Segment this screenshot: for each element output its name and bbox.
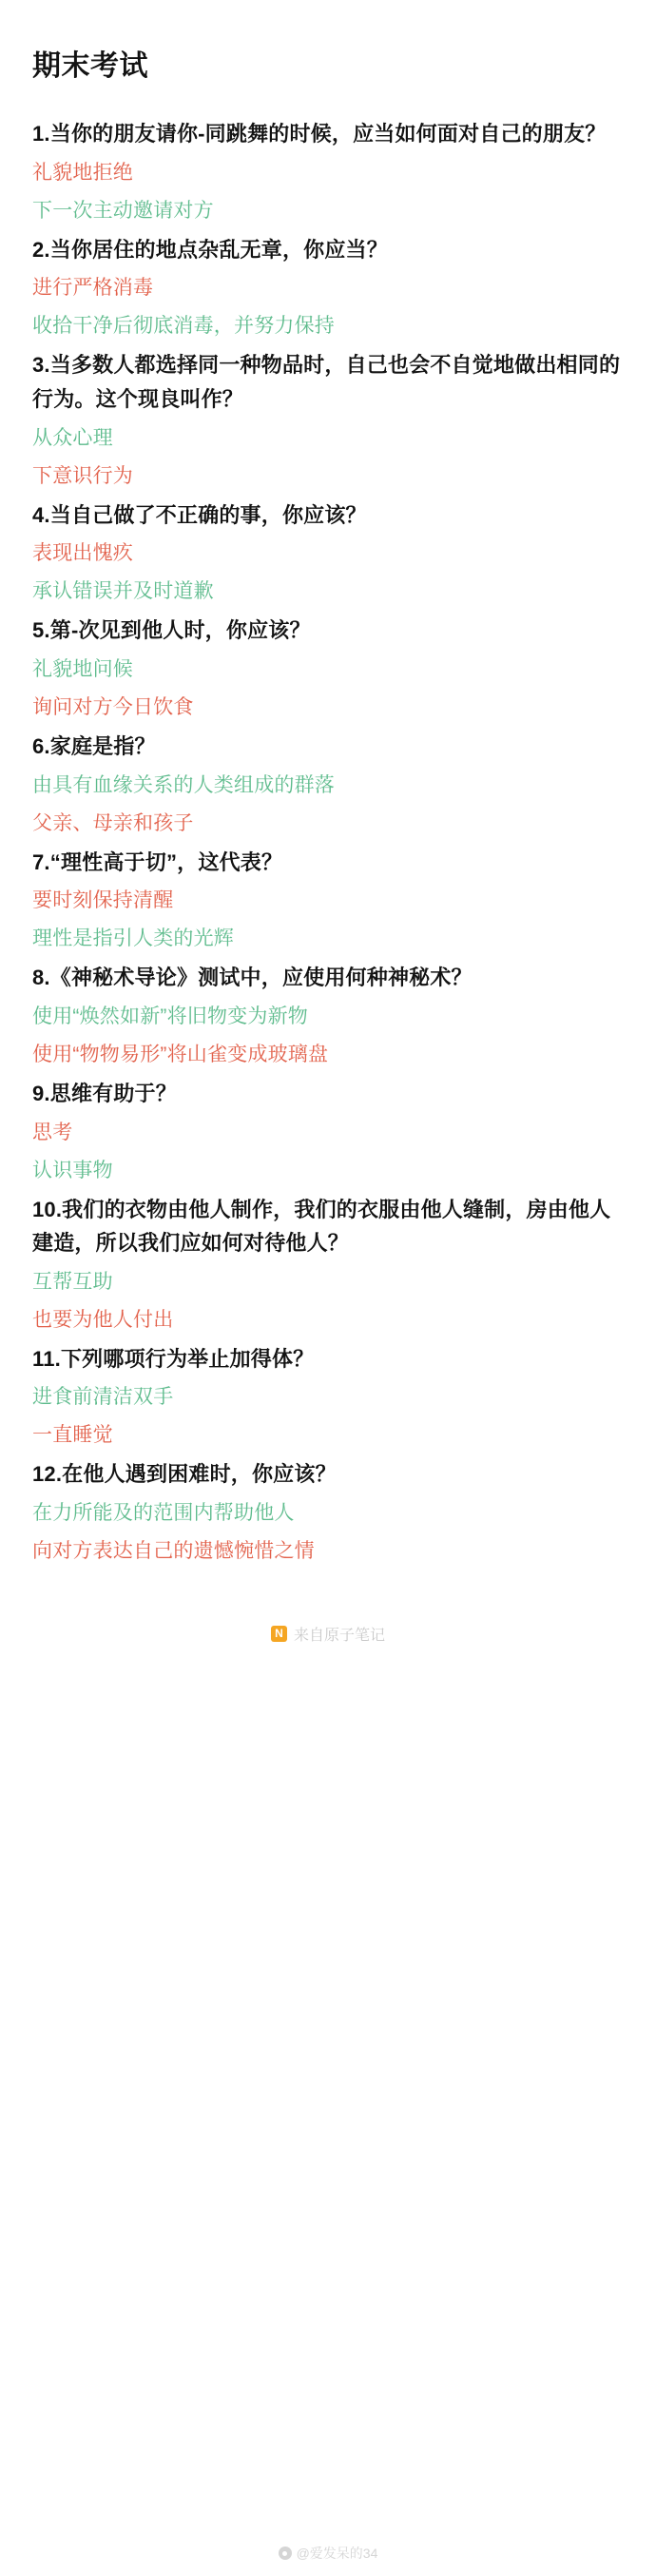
question-text: 5.第-次见到他人时，你应该？ [32,618,311,643]
question-text: 8.《神秘术导论》测试中，应使用何种神秘术？ [32,966,473,990]
qa-block [32,348,624,492]
answer-option[interactable]: 从众心理 [32,426,113,449]
question-text: 12.在他人遇到困难时，你应该？ [32,1462,337,1487]
answer-option[interactable]: 也要为他人付出 [32,1308,174,1331]
answer-option[interactable]: 承认错误并及时道歉 [32,580,214,603]
answer-option[interactable]: 收拾干净后彻底消毒，并努力保持 [32,315,335,338]
answer-option[interactable]: 下意识行为 [32,464,133,487]
watermark-label: @爱发呆的34 [296,2546,378,2561]
qa-block [32,1193,624,1337]
question-list [32,117,624,1568]
answer-option[interactable]: 要时刻保持清醒 [32,889,174,912]
qa-block [32,730,624,840]
answer-option[interactable]: 礼貌地问候 [32,657,133,680]
answer-option[interactable]: 父亲、母亲和孩子 [32,811,194,834]
answer-option[interactable]: 理性是指引人类的光辉 [32,927,234,950]
answer-option[interactable]: 表现出愧疚 [32,542,133,565]
qa-block [32,1457,624,1568]
qa-block [32,614,624,724]
question-text: 1.当你的朋友请你-同跳舞的时候，应当如何面对自己的朋友？ [32,122,607,146]
answer-option[interactable]: 下一次主动邀请对方 [32,199,214,222]
answer-option[interactable]: 礼貌地拒绝 [32,161,133,184]
qa-block [32,233,624,343]
answer-option[interactable]: 一直睡觉 [32,1424,113,1447]
question-text: 7.“理性高于切”，这代表？ [32,849,283,874]
qa-block [32,1077,624,1187]
question-text: 9.思维有助于？ [32,1081,177,1105]
answer-option[interactable]: 由具有血缘关系的人类组成的群落 [32,773,335,796]
question-text: 3.当多数人都选择同一种物品时，自己也会不自觉地做出相同的行为。这个现良叫作？ [32,353,621,411]
answer-option[interactable]: 询问对方今日饮食 [32,695,194,718]
weibo-icon [279,2547,292,2560]
answer-option[interactable]: 向对方表达自己的遗憾惋惜之情 [32,1540,315,1563]
qa-block [32,846,624,956]
answer-option[interactable]: 思考 [32,1121,73,1143]
question-text: 2.当你居住的地点杂乱无章，你应当？ [32,237,388,262]
answer-option[interactable]: 认识事物 [32,1159,113,1181]
qa-block [32,1342,624,1453]
question-text: 11.下列哪项行为举止加得体？ [32,1346,315,1371]
qa-block [32,961,624,1071]
question-text: 10.我们的衣物由他人制作，我们的衣服由他人缝制，房由他人建造，所以我们应如何对待他人？ [32,1197,611,1256]
answer-option[interactable]: 进食前清洁双手 [32,1386,174,1409]
question-text: 4.当自己做了不正确的事，你应该？ [32,502,367,527]
page-title: 期末考试 [32,50,148,82]
source-footer-label: 来自原子笔记 [293,1628,385,1645]
notes-app-icon: N [271,1626,287,1642]
answer-option[interactable]: 使用“物物易形”将山雀变成玻璃盘 [32,1043,329,1065]
answer-option[interactable]: 互帮互助 [32,1270,113,1293]
qa-block [32,117,624,227]
watermark [0,2544,656,2563]
answer-option[interactable]: 进行严格消毒 [32,277,154,300]
answer-option[interactable]: 在力所能及的范围内帮助他人 [32,1502,295,1525]
source-footer [32,1623,624,1645]
answer-option[interactable]: 使用“焕然如新”将旧物变为新物 [32,1005,308,1027]
question-text: 6.家庭是指？ [32,733,156,758]
qa-block [32,498,624,609]
